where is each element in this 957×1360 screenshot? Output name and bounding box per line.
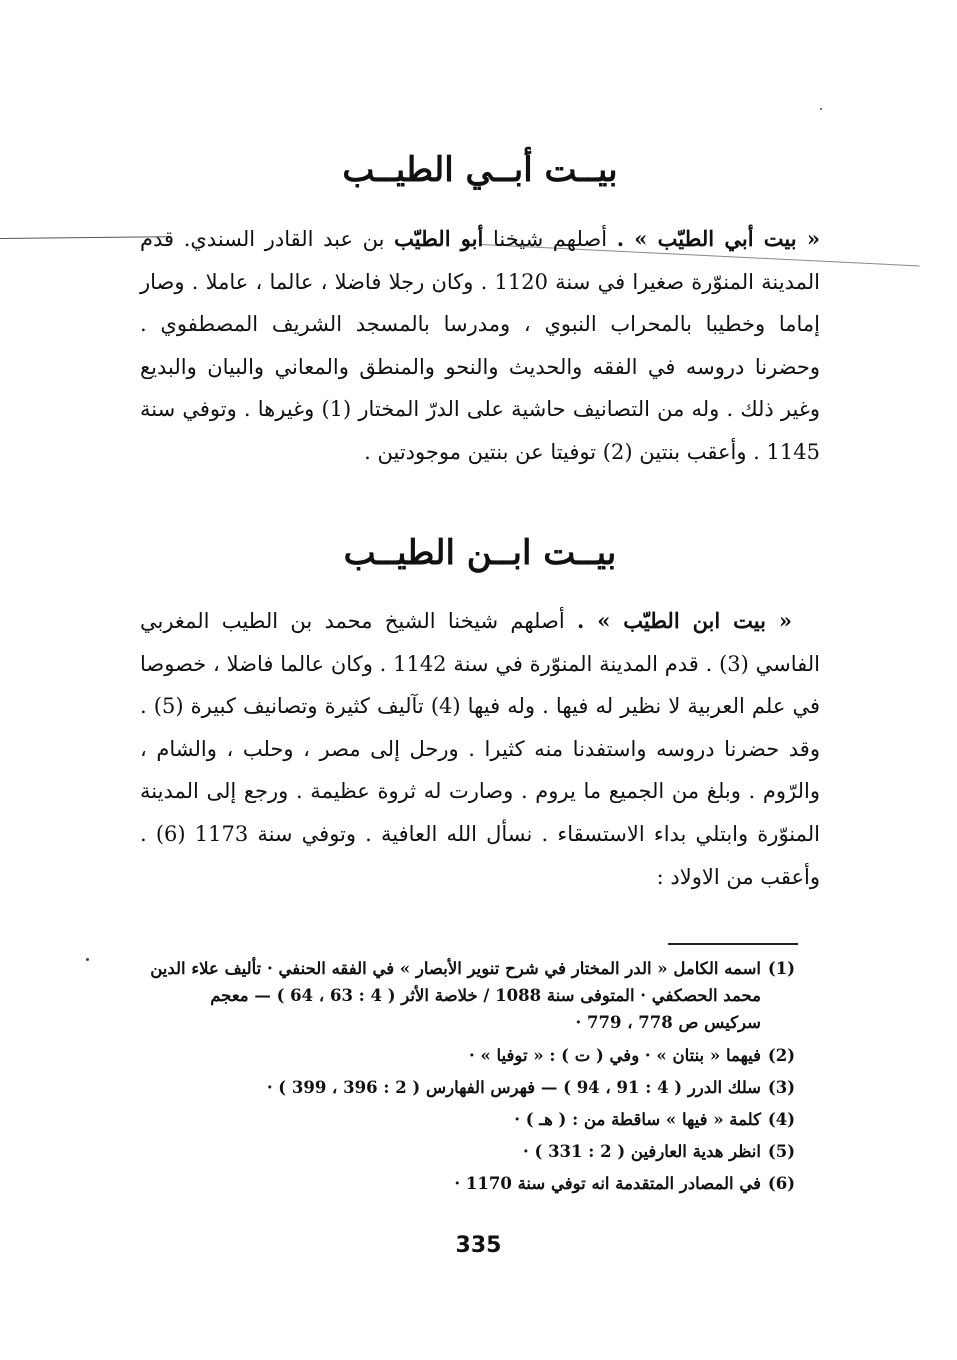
person-name: أبو الطيّب — [394, 226, 484, 251]
footnote-text: فيهما « بنتان » · وفي ( ت ) : « توفيا » · — [468, 1046, 761, 1065]
section-heading: بيــت أبــي الطيــب — [342, 150, 618, 190]
footnote-number: (4) — [767, 1110, 795, 1129]
footnote-text: اسمه الكامل « الدر المختار في شرح تنوير الأبصار » في الفقه الحنفي · تأليف علاء الدين محمد الحصكفي · المتوفى سنة 1088 / خلاصة الأثر ( 4 : 63 ، 64 ) — معجم سركيس ص 778 ، 779 · — [150, 959, 761, 1032]
paragraph-text: أصلهم شيخنا الشيخ محمد بن الطيب المغربي الفاسي (3) . قدم المدينة المنوّرة في سنة 1142 . وكان عالما فاضلا ، خصوصا في علم العربية لا نظير له فيها . وله فيها (4) تآليف كثيرة وتصانيف كبيرة (5) . وقد حضرنا دروسه واستفدنا منه كثيرا . ورحل إلى مصر ، وحلب ، والشام ، والرّوم . وبلغ من الجميع ما يروم . وصارت له ثروة عظيمة . ورجع إلى المدينة المنوّرة وابتلي بداء الاستسقاء . نسأل الله العافية . وتوفي سنة 1173 (6) . وأعقب من الاولاد : — [140, 609, 821, 889]
scan-speck — [820, 108, 822, 110]
footnote-text: انظر هدية العارفين ( 2 : 331 ) · — [523, 1142, 761, 1161]
footnote — [150, 1138, 795, 1165]
footnote-text: في المصادر المتقدمة انه توفي سنة 1170 · — [454, 1174, 761, 1193]
footnote — [150, 1170, 795, 1197]
footnote-number: (5) — [767, 1142, 795, 1161]
section-abi-al-tayyib-body — [140, 218, 820, 474]
entry-title: « بيت أبي الطيّب » . — [616, 226, 820, 251]
paragraph-text: أصلهم شيخنا — [483, 227, 617, 251]
section-abi-al-tayyib — [140, 150, 820, 191]
footnote-text: سلك الدرر ( 4 : 91 ، 94 ) — فهرس الفهارس ( 2 : 396 ، 399 ) · — [266, 1078, 761, 1097]
footnote-number: (1) — [767, 959, 795, 978]
entry-title: « بيت ابن الطيّب » . — [576, 608, 792, 633]
footnote — [150, 1106, 795, 1133]
paragraph-text: بن عبد القادر السندي. قدم المدينة المنوّرة صغيرا في سنة 1120 . وكان رجلا فاضلا ، عالما ، عاملا . وصار إماما وخطيبا بالمحراب النبوي ، ومدرسا بالمسجد الشريف المصطفوي . وحضرنا دروسه في الفقه والحديث والنحو والمنطق والمعاني والبيان والبديع وغير ذلك . وله من التصانيف حاشية على الدرّ المختار (1) وغيرها . وتوفي سنة 1145 . وأعقب بنتين (2) توفيتا عن بنتين موجودتين . — [140, 227, 820, 464]
section-ibn-al-tayyib-body — [140, 600, 820, 898]
section-ibn-al-tayyib — [140, 533, 820, 574]
footnote-number: (6) — [767, 1174, 795, 1193]
section-heading: بيــت ابــن الطيــب — [343, 533, 617, 573]
footnote — [150, 1074, 795, 1101]
scan-speck — [86, 958, 89, 961]
footnote-number: (3) — [767, 1078, 795, 1097]
footnote-separator — [668, 943, 798, 945]
paragraph — [140, 218, 820, 474]
footnotes — [150, 955, 795, 1197]
footnote-text: كلمة « فيها » ساقطة من : ( هـ ) · — [514, 1110, 761, 1129]
page-number: 335 — [455, 1233, 502, 1258]
paragraph — [140, 600, 820, 898]
footnote — [150, 955, 795, 1036]
footnote — [150, 1042, 795, 1069]
footnote-number: (2) — [767, 1046, 795, 1065]
